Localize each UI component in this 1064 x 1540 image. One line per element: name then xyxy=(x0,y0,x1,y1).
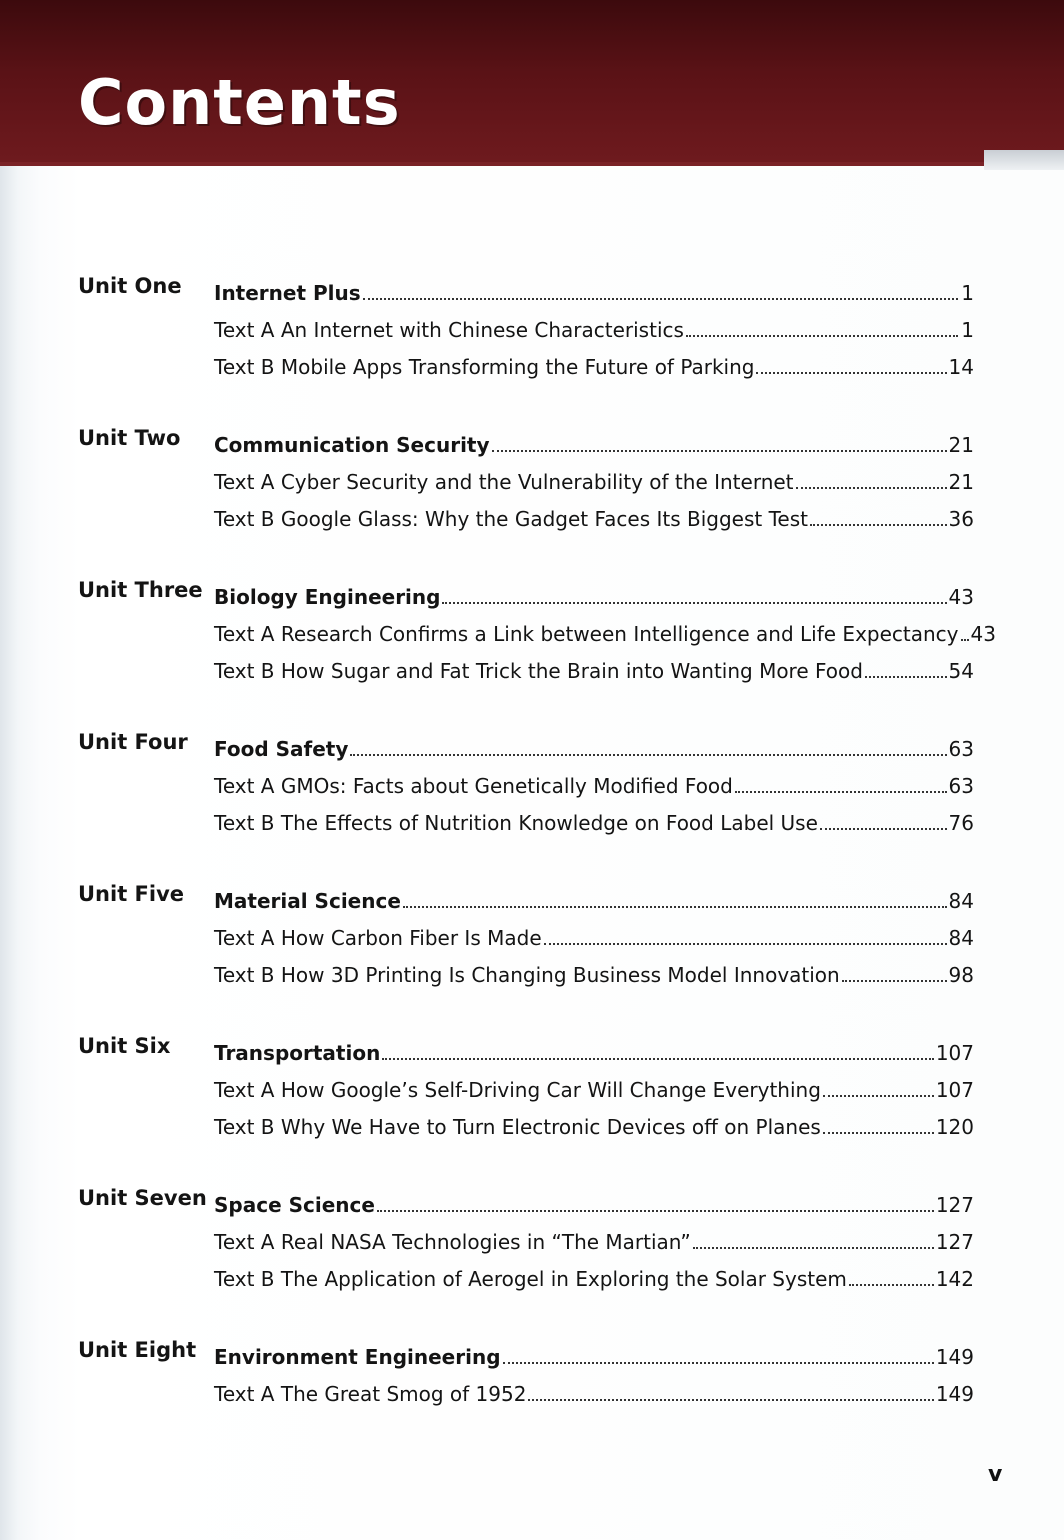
theme-title: Space Science xyxy=(214,1193,375,1217)
page-number: 149 xyxy=(935,1345,974,1369)
text-title: Text A Cyber Security and the Vulnerability of the Internet xyxy=(214,470,794,494)
unit-label: Unit Six xyxy=(78,1034,171,1058)
toc-unit-three xyxy=(78,572,996,724)
theme-title: Environment Engineering xyxy=(214,1345,501,1369)
dot-leader xyxy=(363,298,958,300)
unit-entries xyxy=(214,726,974,837)
toc-unit-two xyxy=(78,420,978,572)
toc-unit-six xyxy=(78,1028,978,1180)
unit-entries xyxy=(214,1182,974,1293)
toc-unit-five xyxy=(78,876,978,1028)
toc-text-entry[interactable] xyxy=(214,1256,974,1293)
toc-theme-entry[interactable] xyxy=(214,270,974,307)
dot-leader xyxy=(503,1362,934,1364)
toc-text-entry[interactable] xyxy=(214,459,974,496)
theme-title: Internet Plus xyxy=(214,281,361,305)
unit-label: Unit Four xyxy=(78,730,188,754)
text-title: Text B Google Glass: Why the Gadget Faces Its Biggest Test xyxy=(214,507,808,531)
page-title: Contents xyxy=(78,66,401,139)
toc-unit-four xyxy=(78,724,978,876)
page-number: 63 xyxy=(948,737,974,761)
toc-theme-entry[interactable] xyxy=(214,422,974,459)
toc-unit-eight xyxy=(78,1332,978,1484)
page-number: 43 xyxy=(948,585,974,609)
page-number: 21 xyxy=(948,433,974,457)
text-title: Text B The Application of Aerogel in Exploring the Solar System xyxy=(214,1267,847,1291)
text-title: Text A Research Confirms a Link between Intelligence and Life Expectancy xyxy=(214,622,959,646)
unit-entries xyxy=(214,574,996,685)
page-number: 107 xyxy=(935,1041,974,1065)
dot-leader xyxy=(350,754,946,756)
page-number: 107 xyxy=(935,1078,974,1102)
theme-title: Food Safety xyxy=(214,737,349,761)
toc-theme-entry[interactable] xyxy=(214,574,974,611)
text-title: Text B Mobile Apps Transforming the Future of Parking xyxy=(214,355,755,379)
page-folio: v xyxy=(988,1462,1003,1487)
toc-text-entry[interactable] xyxy=(214,307,974,344)
page-number: 84 xyxy=(948,889,974,913)
toc-text-entry[interactable] xyxy=(214,648,974,685)
dot-leader xyxy=(820,828,947,830)
text-title: Text B How Sugar and Fat Trick the Brain into Wanting More Food xyxy=(214,659,863,683)
text-title: Text A An Internet with Chinese Characteristics xyxy=(214,318,684,342)
page-number: 127 xyxy=(935,1193,974,1217)
page-number: 84 xyxy=(948,926,974,950)
dot-leader xyxy=(528,1399,933,1401)
page-number: 149 xyxy=(935,1382,974,1406)
text-title: Text A The Great Smog of 1952 xyxy=(214,1382,527,1406)
toc-text-entry[interactable] xyxy=(214,763,974,800)
dot-leader xyxy=(492,450,947,452)
page-number: 21 xyxy=(948,470,974,494)
toc-theme-entry[interactable] xyxy=(214,1334,974,1371)
dot-leader xyxy=(382,1058,933,1060)
text-title: Text A How Carbon Fiber Is Made xyxy=(214,926,542,950)
dot-leader xyxy=(735,791,947,793)
unit-label: Unit Two xyxy=(78,426,181,450)
page-number: 1 xyxy=(961,318,974,342)
page-number: 127 xyxy=(935,1230,974,1254)
dot-leader xyxy=(849,1284,934,1286)
dot-leader xyxy=(823,1095,934,1097)
toc-unit-one xyxy=(78,268,978,420)
page-number: 43 xyxy=(970,622,996,646)
toc-theme-entry[interactable] xyxy=(214,726,974,763)
text-title: Text B How 3D Printing Is Changing Business Model Innovation xyxy=(214,963,840,987)
dot-leader xyxy=(377,1210,934,1212)
dot-leader xyxy=(796,487,947,489)
dot-leader xyxy=(810,524,947,526)
dot-leader xyxy=(686,335,958,337)
unit-label: Unit Five xyxy=(78,882,185,906)
toc-text-entry[interactable] xyxy=(214,344,974,381)
toc-theme-entry[interactable] xyxy=(214,1030,974,1067)
toc-unit-seven xyxy=(78,1180,978,1332)
theme-title: Biology Engineering xyxy=(214,585,441,609)
dot-leader xyxy=(442,602,946,604)
dot-leader xyxy=(403,906,947,908)
page-number: 14 xyxy=(948,355,974,379)
toc-text-entry[interactable] xyxy=(214,611,996,648)
text-title: Text A How Google’s Self-Driving Car Will Change Everything xyxy=(214,1078,821,1102)
toc-text-entry[interactable] xyxy=(214,1371,974,1408)
unit-entries xyxy=(214,1334,974,1408)
toc-theme-entry[interactable] xyxy=(214,1182,974,1219)
page-number: 63 xyxy=(948,774,974,798)
toc-text-entry[interactable] xyxy=(214,496,974,533)
page-number: 142 xyxy=(935,1267,974,1291)
dot-leader xyxy=(823,1132,934,1134)
toc-theme-entry[interactable] xyxy=(214,878,974,915)
dot-leader xyxy=(693,1247,934,1249)
text-title: Text B The Effects of Nutrition Knowledge on Food Label Use xyxy=(214,811,818,835)
unit-entries xyxy=(214,878,974,989)
text-title: Text B Why We Have to Turn Electronic Devices off on Planes xyxy=(214,1115,821,1139)
unit-entries xyxy=(214,422,974,533)
page-number: 98 xyxy=(948,963,974,987)
dot-leader xyxy=(756,372,946,374)
text-title: Text A Real NASA Technologies in “The Martian” xyxy=(214,1230,691,1254)
theme-title: Communication Security xyxy=(214,433,490,457)
toc-text-entry[interactable] xyxy=(214,800,974,837)
unit-label: Unit Eight xyxy=(78,1338,197,1362)
toc-text-entry[interactable] xyxy=(214,1104,974,1141)
theme-title: Material Science xyxy=(214,889,401,913)
unit-label: Unit Three xyxy=(78,578,203,602)
page-edge xyxy=(984,150,1064,170)
dot-leader xyxy=(961,639,969,641)
page-number: 120 xyxy=(935,1115,974,1139)
text-title: Text A GMOs: Facts about Genetically Modified Food xyxy=(214,774,733,798)
toc-text-entry[interactable] xyxy=(214,1219,974,1256)
unit-entries xyxy=(214,270,974,381)
page-number: 1 xyxy=(961,281,974,305)
page-number: 54 xyxy=(948,659,974,683)
toc-text-entry[interactable] xyxy=(214,952,974,989)
toc-text-entry[interactable] xyxy=(214,915,974,952)
dot-leader xyxy=(544,943,947,945)
dot-leader xyxy=(842,980,947,982)
page-number: 76 xyxy=(948,811,974,835)
unit-label: Unit Seven xyxy=(78,1186,207,1210)
unit-label: Unit One xyxy=(78,274,182,298)
theme-title: Transportation xyxy=(214,1041,381,1065)
table-of-contents xyxy=(78,268,996,1484)
toc-text-entry[interactable] xyxy=(214,1067,974,1104)
page-number: 36 xyxy=(948,507,974,531)
unit-entries xyxy=(214,1030,974,1141)
dot-leader xyxy=(865,676,947,678)
